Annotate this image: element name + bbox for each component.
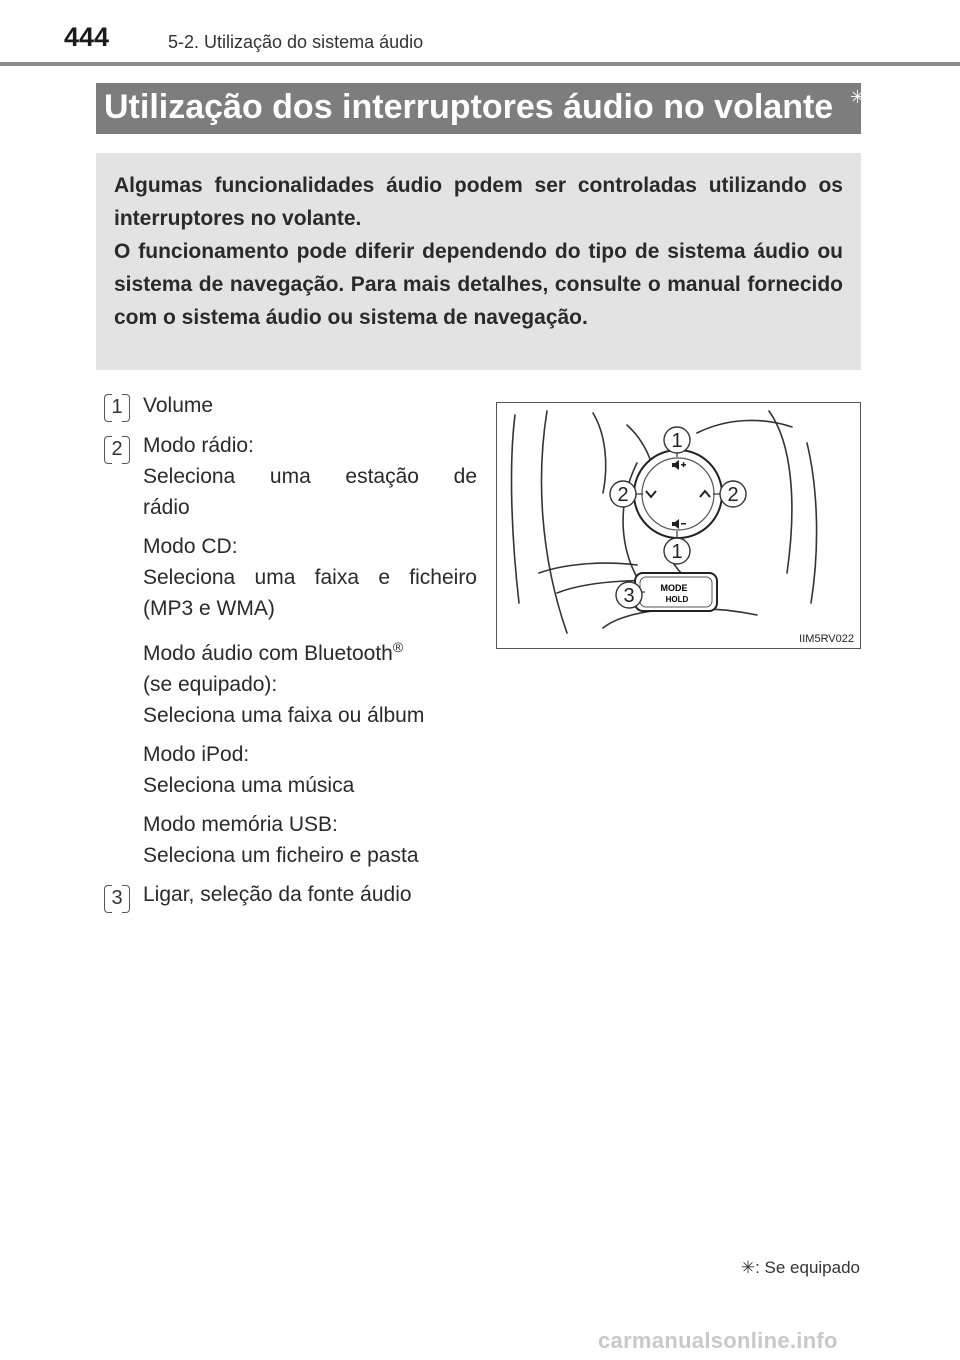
steering-switch-illustration <box>497 403 859 647</box>
ipod-mode-desc: Seleciona uma música <box>143 774 355 797</box>
callout-1: 1 <box>104 394 130 420</box>
asterisk-icon: ✳ <box>740 1258 756 1277</box>
bluetooth-mode-desc: Seleciona uma faixa ou álbum <box>143 704 425 727</box>
ipod-mode-label: Modo iPod: <box>143 743 250 766</box>
figure-callout-3: 3 <box>623 585 635 607</box>
page-title: Utilização dos interruptores áudio no volante <box>104 88 834 126</box>
page-number: 444 <box>64 22 110 52</box>
item-volume-text: Volume <box>143 394 214 417</box>
callout-3: 3 <box>104 885 130 911</box>
bluetooth-mode-label: Modo áudio com Bluetooth <box>143 642 393 665</box>
footnote <box>741 1258 860 1278</box>
item-volume <box>143 390 477 421</box>
intro-paragraph-1: Algumas funcionalidades áudio podem ser controladas utilizando os interruptores no volante. <box>114 174 843 230</box>
figure-callout-2-right: 2 <box>727 484 739 506</box>
header-rule <box>0 62 960 66</box>
bluetooth-mode-cond: (se equipado): <box>143 673 278 696</box>
cd-mode-desc-1: Seleciona uma faixa e ficheiro <box>143 566 477 589</box>
item-power-source-text: Ligar, seleção da fonte áudio <box>143 883 412 906</box>
hold-label: HOLD <box>665 595 689 604</box>
figure-callout-2-left: 2 <box>617 484 629 506</box>
asterisk-icon: ✳ <box>850 87 866 107</box>
section-header: 5-2. Utilização do sistema áudio <box>168 32 424 52</box>
registered-mark: ® <box>392 639 404 655</box>
item-mode <box>143 430 477 871</box>
figure-callout-1-bottom: 1 <box>671 541 683 563</box>
title-bar <box>96 83 866 134</box>
item-power-source <box>143 879 477 910</box>
radio-mode-desc-1: Seleciona uma estação de <box>143 465 477 488</box>
cd-mode-label: Modo CD: <box>143 535 238 558</box>
usb-mode-label: Modo memória USB: <box>143 813 338 836</box>
intro-box <box>96 153 861 370</box>
footnote-text: : Se equipado <box>755 1258 860 1277</box>
radio-mode-desc-2: rádio <box>143 496 190 519</box>
cd-mode-desc-2: (MP3 e WMA) <box>143 597 275 620</box>
steering-switch-figure <box>496 402 861 649</box>
figure-id: IIM5RV022 <box>799 633 854 645</box>
watermark: carmanualsonline.info <box>598 1328 838 1353</box>
radio-mode-label: Modo rádio: <box>143 434 254 457</box>
usb-mode-desc: Seleciona um ficheiro e pasta <box>143 844 419 867</box>
intro-paragraph-2: O funcionamento pode diferir dependendo do tipo de sistema áudio ou sistema de navegação. Para mais detalhes, consulte o manual fornecido com o sistema áudio ou sistema de navegação. <box>114 240 843 329</box>
mode-label: MODE <box>660 583 688 593</box>
callout-2: 2 <box>104 436 130 462</box>
figure-callout-1-top: 1 <box>671 430 683 452</box>
